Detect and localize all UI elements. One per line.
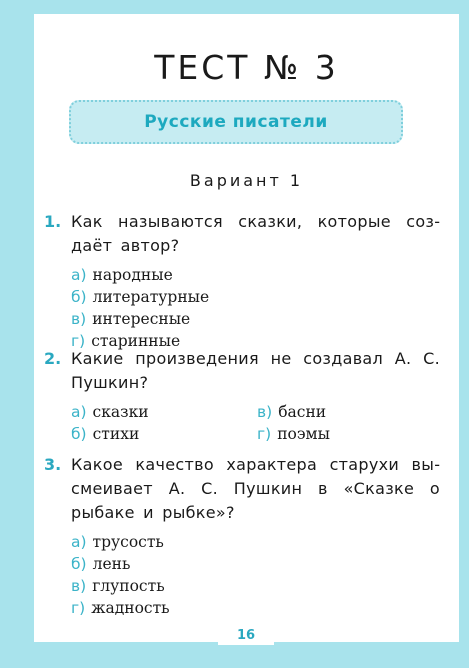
option-text: басни [278, 403, 327, 421]
question-text: Какие произведения не создавал А. С. Пушкин? [71, 349, 440, 392]
option-text: жадность [91, 599, 170, 617]
page-content [34, 14, 459, 642]
question-number: 2. [44, 349, 62, 368]
answer-options [71, 401, 440, 445]
option-letter: в) [71, 577, 87, 595]
answer-options [71, 531, 440, 619]
answer-option[interactable] [71, 401, 257, 423]
answer-option[interactable] [257, 423, 407, 445]
answer-option[interactable] [71, 575, 440, 597]
variant-label: Вариант 1 [189, 171, 304, 190]
option-text: сказки [92, 403, 149, 421]
page-title: ТЕСТ № 3 [154, 48, 339, 87]
option-letter: б) [71, 555, 87, 573]
option-text: поэмы [277, 425, 330, 443]
option-text: лень [92, 555, 131, 573]
question-number: 3. [44, 455, 62, 474]
option-letter: в) [71, 310, 87, 328]
option-letter: б) [71, 425, 87, 443]
option-letter: а) [71, 533, 87, 551]
option-text: интересные [92, 310, 191, 328]
option-text: литературные [92, 288, 210, 306]
page-number-tab [218, 625, 274, 645]
option-letter: в) [257, 403, 273, 421]
option-letter: б) [71, 288, 87, 306]
option-letter: а) [71, 403, 87, 421]
option-text: народные [92, 266, 173, 284]
answer-option[interactable] [71, 286, 440, 308]
answer-option[interactable] [71, 264, 440, 286]
option-text: стихи [92, 425, 140, 443]
answer-option[interactable] [71, 597, 440, 619]
question-text: Какое качество характера старухи высмеивает А. С. Пушкин в «Сказке о рыбаке и рыбке»? [71, 455, 440, 522]
question-text: Как называются сказки, которые создаёт автор? [71, 212, 440, 255]
question-2 [44, 347, 440, 445]
answer-option[interactable] [71, 553, 440, 575]
answer-option[interactable] [71, 308, 440, 330]
topic-banner [69, 100, 403, 144]
option-text: глупость [92, 577, 165, 595]
question-number: 1. [44, 212, 62, 231]
answer-option[interactable] [71, 531, 440, 553]
question-3 [44, 453, 440, 619]
answer-option[interactable] [257, 401, 407, 423]
option-text: старинные [91, 332, 181, 350]
question-1 [44, 210, 440, 352]
option-letter: г) [257, 425, 272, 443]
option-letter: г) [71, 332, 86, 350]
option-letter: г) [71, 599, 86, 617]
page-number: 16 [236, 627, 256, 643]
option-letter: а) [71, 266, 87, 284]
answer-option[interactable] [71, 423, 257, 445]
answer-options [71, 264, 440, 352]
option-text: трусость [92, 533, 164, 551]
topic-title: Русские писатели [144, 112, 328, 132]
